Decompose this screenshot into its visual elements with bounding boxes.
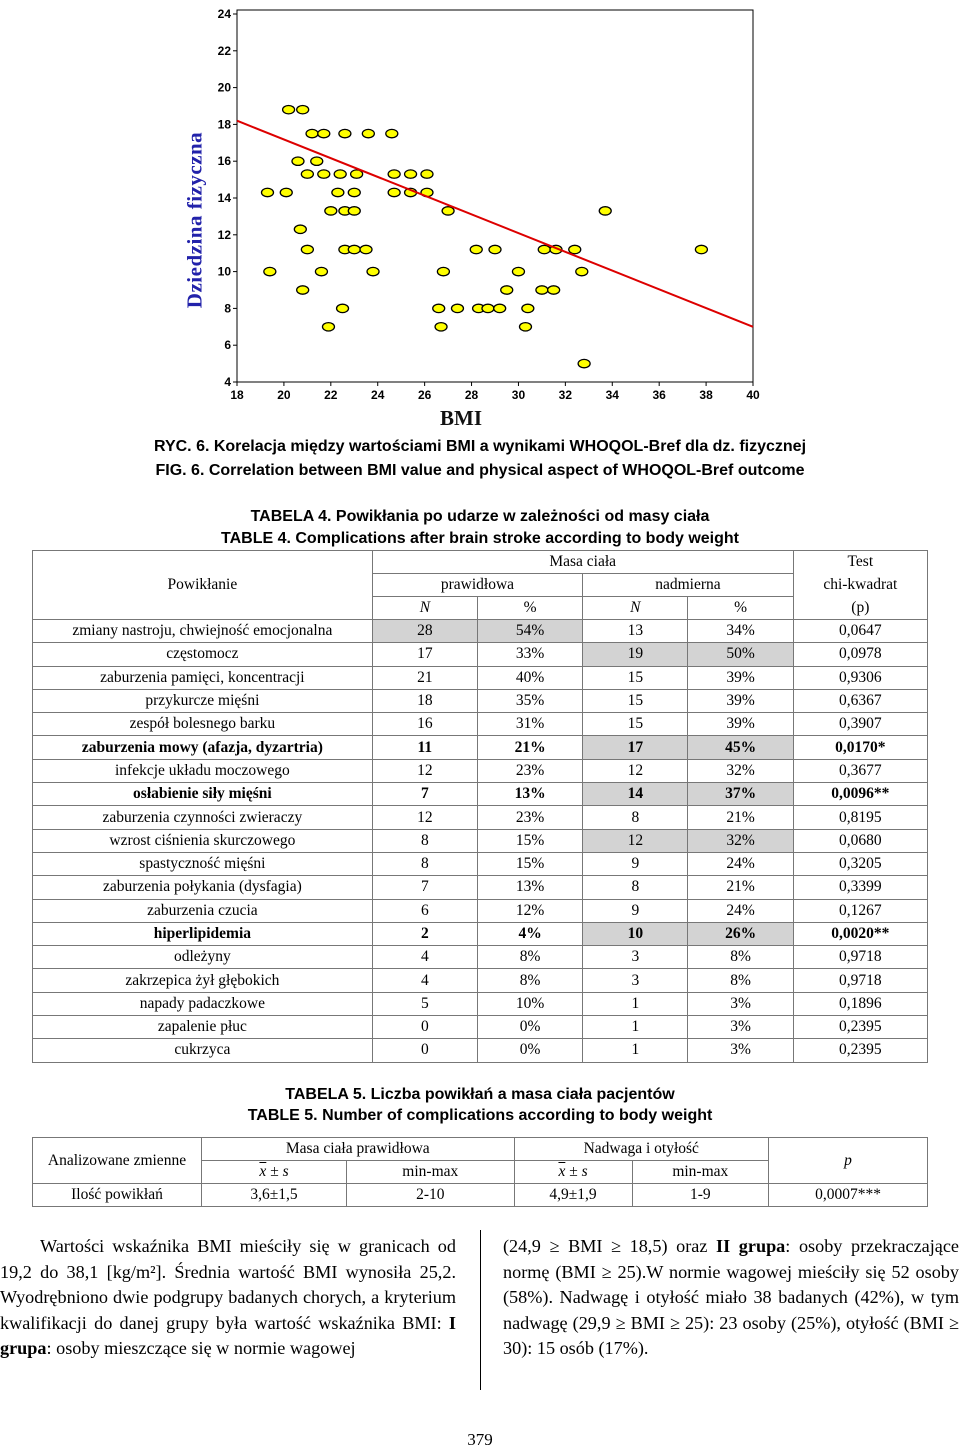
- cell-p-value: 0,9306: [793, 666, 927, 689]
- cell-pct-normal: 13%: [477, 876, 582, 899]
- cell-complication: wzrost ciśnienia skurczowego: [33, 829, 373, 852]
- cell-p-value: 0,3907: [793, 713, 927, 736]
- scatter-chart: [180, 0, 770, 432]
- cell-pct-excess: 3%: [688, 1016, 793, 1039]
- data-point: [283, 105, 295, 113]
- header-test-1: Test: [793, 551, 927, 574]
- table4-title-pl: TABELA 4. Powikłania po udarze w zależności od masy ciała: [250, 508, 710, 525]
- x-tick-label: 20: [277, 388, 291, 402]
- cell-p-value: 0,2395: [793, 1039, 927, 1062]
- cell-pct-excess: 39%: [688, 689, 793, 712]
- data-point: [332, 188, 344, 196]
- cell-pct-excess: 24%: [688, 852, 793, 875]
- table-row: [33, 736, 928, 759]
- cell-complication: zaburzenia połykania (dysfagia): [33, 876, 373, 899]
- data-point: [576, 267, 588, 275]
- data-point: [348, 245, 360, 253]
- cell-complication: infekcje układu moczowego: [33, 759, 373, 782]
- cell-pct-normal: 23%: [477, 806, 582, 829]
- cell-p-value: 0,0978: [793, 643, 927, 666]
- data-point: [578, 359, 590, 367]
- cell-pct-normal: 12%: [477, 899, 582, 922]
- data-point: [548, 286, 560, 294]
- cell-pct-excess: 21%: [688, 876, 793, 899]
- cell-n-excess: 15: [583, 689, 688, 712]
- cell-pct-excess: 50%: [688, 643, 793, 666]
- header-group-overweight: Nadwaga i otyłość: [514, 1138, 768, 1161]
- cell-mean-overweight: 4,9±1,9: [514, 1184, 632, 1207]
- x-tick-label: 34: [605, 388, 619, 402]
- data-point: [501, 286, 513, 294]
- data-point: [569, 245, 581, 253]
- data-point: [388, 188, 400, 196]
- header-mean-sd-2: $\overline{x} \pm s$: [514, 1161, 632, 1184]
- cell-complication: hiperlipidemia: [33, 922, 373, 945]
- cell-n-excess: 8: [583, 806, 688, 829]
- data-point: [297, 105, 309, 113]
- data-point: [522, 304, 534, 312]
- y-tick-label: 16: [217, 154, 231, 169]
- data-point: [470, 245, 482, 253]
- cell-pct-normal: 33%: [477, 643, 582, 666]
- cell-p-value: 0,9718: [793, 946, 927, 969]
- y-tick-label: 22: [217, 43, 231, 58]
- data-point: [325, 207, 337, 215]
- figure-caption-en: FIG. 6. Correlation between BMI value and physical aspect of WHOQOL-Bref outcome: [155, 462, 805, 479]
- cell-pct-excess: 26%: [688, 922, 793, 945]
- data-point: [538, 245, 550, 253]
- data-point: [482, 304, 494, 312]
- data-point: [388, 170, 400, 178]
- table-row: [33, 643, 928, 666]
- cell-complication: cukrzyca: [33, 1039, 373, 1062]
- figure-caption-pl: RYC. 6. Korelacja między wartościami BMI a wynikami WHOQOL-Bref dla dz. fizycznej: [153, 438, 807, 455]
- data-point: [280, 188, 292, 196]
- data-point: [536, 286, 548, 294]
- x-tick-label: 26: [417, 388, 432, 402]
- table-row: [33, 783, 928, 806]
- cell-pct-normal: 23%: [477, 759, 582, 782]
- x-tick-label: 22: [324, 388, 338, 402]
- cell-p-value: 0,0007***: [769, 1184, 928, 1207]
- data-point: [405, 170, 417, 178]
- complications-count-table: [32, 1137, 928, 1207]
- cell-pct-excess: 34%: [688, 620, 793, 643]
- cell-p-value: 0,0096**: [793, 783, 927, 806]
- header-p: p: [769, 1138, 928, 1184]
- table-row: [33, 689, 928, 712]
- data-point: [362, 129, 374, 137]
- data-point: [435, 323, 447, 331]
- header-test-2: chi-kwadrat: [793, 574, 927, 597]
- y-tick-label: 24: [217, 7, 231, 21]
- cell-pct-excess: 21%: [688, 806, 793, 829]
- data-point: [292, 157, 304, 165]
- cell-n-excess: 15: [583, 713, 688, 736]
- data-point: [315, 267, 327, 275]
- table-row: [33, 759, 928, 782]
- table5-title-en: TABLE 5. Number of complications according to body weight: [247, 1107, 713, 1124]
- data-point: [311, 157, 323, 165]
- header-n-excess: N: [583, 597, 688, 620]
- data-point: [337, 304, 349, 312]
- cell-p-value: 0,3205: [793, 852, 927, 875]
- header-group-normal: Masa ciała prawidłowa: [202, 1138, 515, 1161]
- cell-n-excess: 14: [583, 783, 688, 806]
- cell-n-excess: 9: [583, 852, 688, 875]
- data-point: [264, 267, 276, 275]
- cell-pct-normal: 54%: [477, 620, 582, 643]
- cell-n-normal: 8: [372, 829, 477, 852]
- trend-line: [237, 121, 753, 327]
- cell-pct-normal: 31%: [477, 713, 582, 736]
- cell-p-value: 0,0647: [793, 620, 927, 643]
- cell-n-excess: 1: [583, 992, 688, 1015]
- cell-n-excess: 13: [583, 620, 688, 643]
- text-column-left: Wartości wskaźnika BMI mieściły się w granicach od 19,2 do 38,1 [kg/m²]. Średnia wartość BMI wynosiła 25,2. Wyodrębniono dwie podgrupy badanych chorych, a kryterium kwalifikacji do danej grupy była wartość wskaźnika BMI: I grupa: osoby mieszczące się w normie wagowej: [0, 1236, 456, 1359]
- plot-frame: [237, 10, 753, 382]
- y-tick-label: 14: [217, 191, 231, 205]
- y-tick-label: 18: [217, 117, 231, 132]
- cell-n-excess: 17: [583, 736, 688, 759]
- cell-n-normal: 4: [372, 946, 477, 969]
- cell-complication: odleżyny: [33, 946, 373, 969]
- cell-pct-normal: 4%: [477, 922, 582, 945]
- cell-n-normal: 2: [372, 922, 477, 945]
- table-row: [33, 620, 928, 643]
- table-row: [33, 1039, 928, 1062]
- header-minmax-1: min-max: [347, 1161, 514, 1184]
- y-tick-label: 6: [224, 338, 231, 353]
- data-point: [348, 207, 360, 215]
- table-row: [33, 899, 928, 922]
- header-pct-normal: %: [477, 597, 582, 620]
- cell-n-normal: 21: [372, 666, 477, 689]
- cell-pct-excess: 32%: [688, 829, 793, 852]
- data-point: [599, 207, 611, 215]
- header-complication: Powikłanie: [33, 551, 373, 620]
- cell-pct-normal: 15%: [477, 852, 582, 875]
- x-tick-label: 36: [652, 388, 666, 402]
- cell-complication: częstomocz: [33, 643, 373, 666]
- cell-n-normal: 0: [372, 1016, 477, 1039]
- data-point: [301, 170, 313, 178]
- data-point: [322, 323, 334, 331]
- column-divider: [480, 1230, 481, 1390]
- y-tick-label: 12: [217, 227, 231, 242]
- y-tick-label: 4: [224, 375, 231, 389]
- header-pct-excess: %: [688, 597, 793, 620]
- data-point: [512, 267, 524, 275]
- cell-complication: zaburzenia czucia: [33, 899, 373, 922]
- header-variables: Analizowane zmienne: [33, 1138, 202, 1184]
- cell-n-normal: 12: [372, 806, 477, 829]
- data-point: [261, 188, 273, 196]
- cell-n-excess: 3: [583, 946, 688, 969]
- data-point: [442, 207, 454, 215]
- table-row: [33, 852, 928, 875]
- cell-complication: zmiany nastroju, chwiejność emocjonalna: [33, 620, 373, 643]
- x-tick-label: 40: [746, 388, 760, 402]
- data-point: [421, 170, 433, 178]
- cell-n-normal: 7: [372, 783, 477, 806]
- cell-p-value: 0,0170*: [793, 736, 927, 759]
- y-axis-label: Dziedzina fizyczna: [182, 131, 207, 309]
- cell-n-normal: 11: [372, 736, 477, 759]
- cell-n-normal: 0: [372, 1039, 477, 1062]
- cell-n-normal: 18: [372, 689, 477, 712]
- data-point: [386, 129, 398, 137]
- table-row: [33, 829, 928, 852]
- cell-pct-normal: 40%: [477, 666, 582, 689]
- text-column-right: (24,9 ≥ BMI ≥ 18,5) oraz II grupa: osoby przekraczające normę (BMI ≥ 25).W normie wagowej mieściły się 52 osoby (58%). Nadwagę i otyłość miało 38 badanych (42%), w tym nadwagę (29,9 ≥ BMI ≥ 25): 23 osoby (25%), otyłość (BMI ≥ 30): 15 osób (17%).: [503, 1236, 960, 1359]
- row-label: Ilość powikłań: [33, 1184, 202, 1207]
- data-point: [339, 129, 351, 137]
- table5-title-pl: TABELA 5. Liczba powikłań a masa ciała pacjentów: [285, 1086, 675, 1103]
- cell-n-excess: 12: [583, 759, 688, 782]
- cell-n-normal: 6: [372, 899, 477, 922]
- cell-range-normal: 2-10: [347, 1184, 514, 1207]
- cell-pct-normal: 21%: [477, 736, 582, 759]
- cell-pct-excess: 39%: [688, 666, 793, 689]
- cell-n-excess: 19: [583, 643, 688, 666]
- cell-complication: zakrzepica żył głębokich: [33, 969, 373, 992]
- cell-pct-excess: 37%: [688, 783, 793, 806]
- data-point: [318, 129, 330, 137]
- table-row: [33, 806, 928, 829]
- data-point: [433, 304, 445, 312]
- cell-complication: zaburzenia czynności zwieraczy: [33, 806, 373, 829]
- cell-p-value: 0,3677: [793, 759, 927, 782]
- table-row: [33, 969, 928, 992]
- cell-n-excess: 9: [583, 899, 688, 922]
- data-point: [519, 323, 531, 331]
- data-point: [367, 267, 379, 275]
- header-test-3: (p): [793, 597, 927, 620]
- data-point: [437, 267, 449, 275]
- y-tick-label: 8: [224, 301, 231, 316]
- y-tick-label: 20: [217, 80, 231, 95]
- cell-pct-normal: 35%: [477, 689, 582, 712]
- cell-p-value: 0,2395: [793, 1016, 927, 1039]
- cell-p-value: 0,1896: [793, 992, 927, 1015]
- cell-n-normal: 5: [372, 992, 477, 1015]
- cell-n-normal: 28: [372, 620, 477, 643]
- header-excess: nadmierna: [583, 574, 793, 597]
- cell-n-excess: 15: [583, 666, 688, 689]
- cell-p-value: 0,3399: [793, 876, 927, 899]
- data-point: [489, 245, 501, 253]
- cell-complication: spastyczność mięśni: [33, 852, 373, 875]
- table-row: [33, 922, 928, 945]
- x-tick-label: 24: [371, 388, 385, 402]
- table-row: [33, 946, 928, 969]
- cell-n-normal: 4: [372, 969, 477, 992]
- cell-pct-excess: 8%: [688, 946, 793, 969]
- header-minmax-2: min-max: [632, 1161, 768, 1184]
- cell-p-value: 0,6367: [793, 689, 927, 712]
- cell-pct-normal: 0%: [477, 1016, 582, 1039]
- x-tick-label: 18: [230, 388, 244, 402]
- cell-n-normal: 12: [372, 759, 477, 782]
- cell-n-excess: 10: [583, 922, 688, 945]
- table-row: [33, 992, 928, 1015]
- cell-n-excess: 1: [583, 1016, 688, 1039]
- cell-pct-normal: 13%: [477, 783, 582, 806]
- data-point: [494, 304, 506, 312]
- cell-n-normal: 8: [372, 852, 477, 875]
- cell-n-excess: 8: [583, 876, 688, 899]
- cell-pct-excess: 3%: [688, 992, 793, 1015]
- cell-complication: zespół bolesnego barku: [33, 713, 373, 736]
- x-tick-label: 32: [558, 388, 573, 402]
- x-tick-label: 30: [511, 388, 526, 402]
- cell-complication: zapalenie płuc: [33, 1016, 373, 1039]
- cell-pct-excess: 45%: [688, 736, 793, 759]
- cell-complication: przykurcze mięśni: [33, 689, 373, 712]
- y-tick-label: 10: [217, 264, 231, 279]
- cell-p-value: 0,1267: [793, 899, 927, 922]
- x-tick-label: 38: [699, 388, 713, 402]
- cell-n-excess: 1: [583, 1039, 688, 1062]
- cell-pct-excess: 8%: [688, 969, 793, 992]
- cell-p-value: 0,8195: [793, 806, 927, 829]
- cell-pct-excess: 24%: [688, 899, 793, 922]
- table-row: [33, 876, 928, 899]
- header-body-mass: Masa ciała: [372, 551, 793, 574]
- cell-mean-normal: 3,6±1,5: [202, 1184, 347, 1207]
- cell-complication: osłabienie siły mięśni: [33, 783, 373, 806]
- header-n-normal: N: [372, 597, 477, 620]
- data-point: [306, 129, 318, 137]
- table-row: [33, 1016, 928, 1039]
- complications-table: [32, 550, 928, 1063]
- table-row: [33, 666, 928, 689]
- page-number: 379: [467, 1430, 493, 1449]
- cell-p-value: 0,0680: [793, 829, 927, 852]
- data-point: [318, 170, 330, 178]
- data-point: [360, 245, 372, 253]
- cell-n-excess: 12: [583, 829, 688, 852]
- data-point: [301, 245, 313, 253]
- cell-pct-normal: 10%: [477, 992, 582, 1015]
- data-point: [297, 286, 309, 294]
- table4-title-en: TABLE 4. Complications after brain stroke according to body weight: [221, 530, 739, 547]
- cell-pct-normal: 8%: [477, 946, 582, 969]
- cell-pct-excess: 3%: [688, 1039, 793, 1062]
- x-tick-label: 28: [464, 388, 479, 402]
- cell-n-normal: 16: [372, 713, 477, 736]
- cell-pct-excess: 39%: [688, 713, 793, 736]
- cell-complication: zaburzenia pamięci, koncentracji: [33, 666, 373, 689]
- cell-complication: napady padaczkowe: [33, 992, 373, 1015]
- data-point: [695, 245, 707, 253]
- cell-n-excess: 3: [583, 969, 688, 992]
- header-mean-sd-1: $\overline{x} \pm s$: [202, 1161, 347, 1184]
- cell-pct-excess: 32%: [688, 759, 793, 782]
- cell-p-value: 0,9718: [793, 969, 927, 992]
- data-point: [348, 188, 360, 196]
- table-row: [33, 713, 928, 736]
- data-point: [451, 304, 463, 312]
- cell-n-normal: 17: [372, 643, 477, 666]
- header-normal: prawidłowa: [372, 574, 582, 597]
- cell-complication: zaburzenia mowy (afazja, dyzartria): [33, 736, 373, 759]
- x-axis-label: BMI: [440, 406, 482, 430]
- cell-pct-normal: 8%: [477, 969, 582, 992]
- cell-pct-normal: 0%: [477, 1039, 582, 1062]
- cell-n-normal: 7: [372, 876, 477, 899]
- data-point: [294, 225, 306, 233]
- scatter-plot-svg: [180, 0, 770, 410]
- cell-p-value: 0,0020**: [793, 922, 927, 945]
- cell-range-overweight: 1-9: [632, 1184, 768, 1207]
- data-point: [334, 170, 346, 178]
- cell-pct-normal: 15%: [477, 829, 582, 852]
